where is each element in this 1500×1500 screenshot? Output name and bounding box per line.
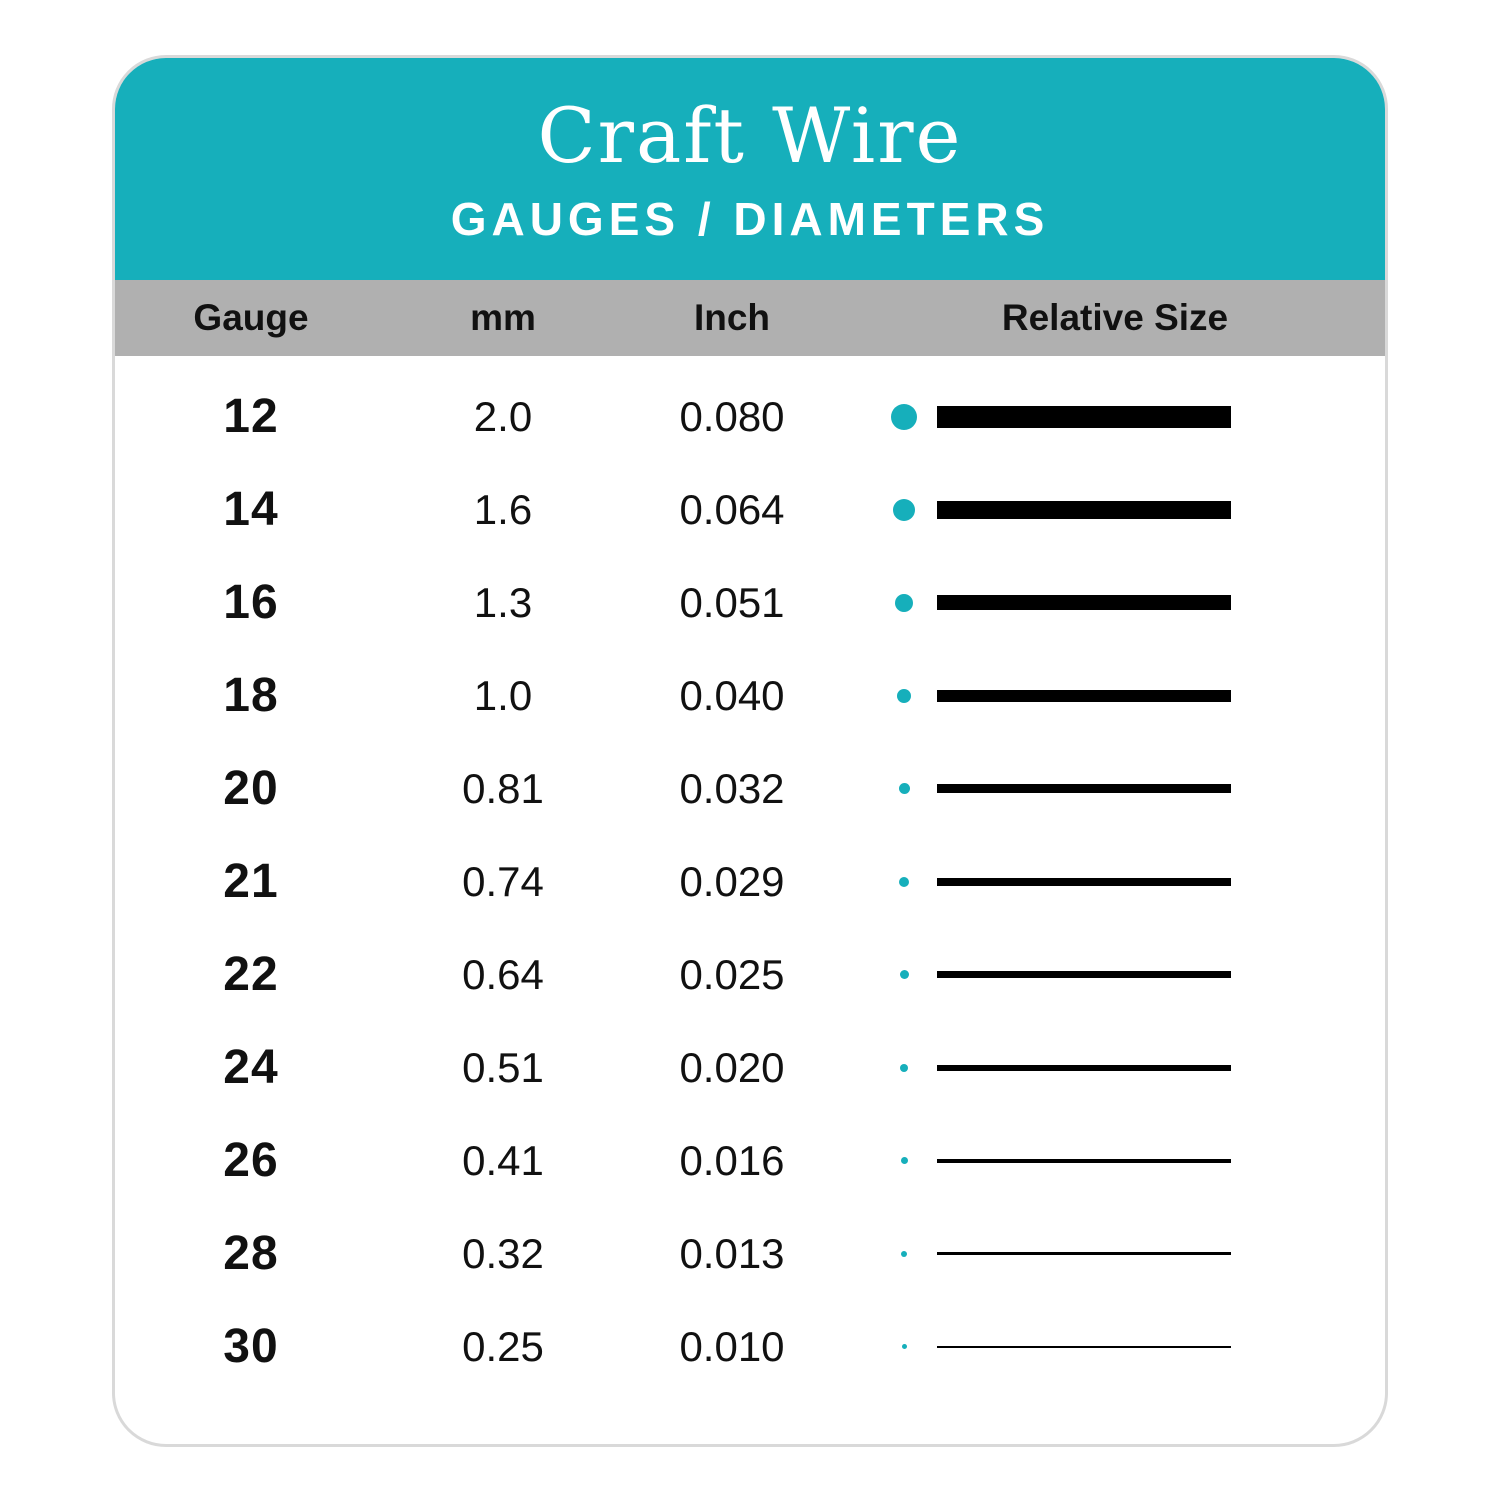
- cell-mm: 1.6: [473, 485, 533, 533]
- table-body: [115, 356, 1385, 1393]
- cell-inch: 0.080: [679, 392, 785, 440]
- cell-relative-size: [845, 1157, 1385, 1164]
- wire-thickness-bar-wrap: [937, 406, 1385, 428]
- table-row: [115, 1021, 1385, 1114]
- table-row: [115, 742, 1385, 835]
- cell-relative-size: [845, 594, 1385, 612]
- cell-relative-size: [845, 689, 1385, 703]
- wire-thickness-bar-wrap: [937, 784, 1385, 793]
- cell-relative-size: [845, 404, 1385, 430]
- wire-thickness-bar-wrap: [937, 1065, 1385, 1071]
- table-row: [115, 1114, 1385, 1207]
- wire-thickness-bar: [937, 971, 1231, 978]
- table-row: [115, 556, 1385, 649]
- cell-mm: 0.81: [462, 764, 544, 812]
- cell-inch: 0.064: [679, 485, 785, 533]
- cell-relative-size: [845, 1344, 1385, 1349]
- cell-gauge: 28: [223, 1227, 279, 1280]
- wire-cross-section-dot-wrap: [871, 1344, 937, 1349]
- wire-cross-section-dot-wrap: [871, 970, 937, 979]
- wire-cross-section-dot: [901, 1251, 907, 1257]
- cell-relative-size: [845, 499, 1385, 521]
- wire-thickness-bar-wrap: [937, 1346, 1385, 1348]
- wire-thickness-bar-wrap: [937, 971, 1385, 978]
- cell-relative-size: [845, 1064, 1385, 1072]
- wire-cross-section-dot: [897, 689, 911, 703]
- wire-thickness-bar: [937, 1159, 1231, 1163]
- wire-thickness-bar-wrap: [937, 690, 1385, 702]
- cell-gauge: 26: [223, 1134, 279, 1187]
- cell-mm: 0.64: [462, 950, 544, 998]
- table-row: [115, 649, 1385, 742]
- cell-inch: 0.016: [679, 1136, 785, 1184]
- wire-cross-section-dot-wrap: [871, 783, 937, 794]
- cell-inch: 0.029: [679, 857, 785, 905]
- table-row: [115, 1207, 1385, 1300]
- wire-cross-section-dot-wrap: [871, 1251, 937, 1257]
- column-header-inch: Inch: [693, 297, 771, 338]
- cell-relative-size: [845, 970, 1385, 979]
- cell-mm: 0.41: [462, 1136, 544, 1184]
- wire-cross-section-dot-wrap: [871, 594, 937, 612]
- cell-gauge: 12: [223, 390, 279, 443]
- wire-cross-section-dot: [891, 404, 917, 430]
- wire-thickness-bar: [937, 406, 1231, 428]
- wire-thickness-bar-wrap: [937, 1252, 1385, 1255]
- cell-mm: 1.0: [473, 671, 533, 719]
- wire-cross-section-dot: [900, 1064, 908, 1072]
- wire-cross-section-dot: [901, 1157, 908, 1164]
- cell-gauge: 30: [223, 1320, 279, 1373]
- page-title: Craft Wire: [537, 91, 963, 180]
- wire-thickness-bar-wrap: [937, 595, 1385, 610]
- cell-relative-size: [845, 877, 1385, 887]
- cell-gauge: 18: [223, 669, 279, 722]
- wire-thickness-bar: [937, 1346, 1231, 1348]
- cell-inch: 0.032: [679, 764, 785, 812]
- cell-inch: 0.020: [679, 1043, 785, 1091]
- wire-cross-section-dot: [893, 499, 915, 521]
- cell-relative-size: [845, 1251, 1385, 1257]
- wire-cross-section-dot-wrap: [871, 877, 937, 887]
- table-row: [115, 1300, 1385, 1393]
- table-row: [115, 928, 1385, 1021]
- cell-gauge: 21: [223, 855, 279, 908]
- wire-thickness-bar: [937, 595, 1231, 610]
- cell-gauge: 24: [223, 1041, 279, 1094]
- cell-gauge: 22: [223, 948, 279, 1001]
- cell-mm: 0.74: [462, 857, 544, 905]
- cell-relative-size: [845, 783, 1385, 794]
- wire-thickness-bar-wrap: [937, 878, 1385, 886]
- table-row: [115, 463, 1385, 556]
- cell-inch: 0.051: [679, 578, 785, 626]
- table-row: [115, 370, 1385, 463]
- wire-thickness-bar: [937, 878, 1231, 886]
- cell-gauge: 16: [223, 576, 279, 629]
- wire-thickness-bar: [937, 1252, 1231, 1255]
- wire-thickness-bar-wrap: [937, 501, 1385, 519]
- cell-gauge: 20: [223, 762, 279, 815]
- cell-mm: 1.3: [473, 578, 533, 626]
- cell-inch: 0.010: [679, 1322, 785, 1370]
- cell-mm: 0.25: [462, 1322, 544, 1370]
- cell-mm: 0.51: [462, 1043, 544, 1091]
- table-header-row: [115, 280, 1385, 356]
- page-subtitle: GAUGES / DIAMETERS: [450, 193, 1050, 245]
- cell-mm: 0.32: [462, 1229, 544, 1277]
- chart-card: [112, 55, 1388, 1447]
- cell-mm: 2.0: [473, 392, 533, 440]
- wire-cross-section-dot-wrap: [871, 404, 937, 430]
- wire-cross-section-dot-wrap: [871, 499, 937, 521]
- wire-thickness-bar: [937, 501, 1231, 519]
- wire-cross-section-dot: [899, 877, 909, 887]
- card-header: [115, 58, 1385, 280]
- column-header-relative-size: Relative Size: [1001, 297, 1229, 338]
- cell-gauge: 14: [223, 483, 279, 536]
- wire-cross-section-dot: [899, 783, 910, 794]
- wire-thickness-bar: [937, 690, 1231, 702]
- wire-cross-section-dot: [902, 1344, 907, 1349]
- cell-inch: 0.013: [679, 1229, 785, 1277]
- table-row: [115, 835, 1385, 928]
- column-header-gauge: Gauge: [193, 297, 309, 338]
- wire-cross-section-dot-wrap: [871, 1157, 937, 1164]
- wire-thickness-bar: [937, 784, 1231, 793]
- wire-cross-section-dot-wrap: [871, 1064, 937, 1072]
- wire-thickness-bar: [937, 1065, 1231, 1071]
- wire-cross-section-dot-wrap: [871, 689, 937, 703]
- cell-inch: 0.040: [679, 671, 785, 719]
- cell-inch: 0.025: [679, 950, 785, 998]
- column-header-mm: mm: [470, 297, 536, 338]
- wire-cross-section-dot: [900, 970, 909, 979]
- wire-thickness-bar-wrap: [937, 1159, 1385, 1163]
- wire-cross-section-dot: [895, 594, 913, 612]
